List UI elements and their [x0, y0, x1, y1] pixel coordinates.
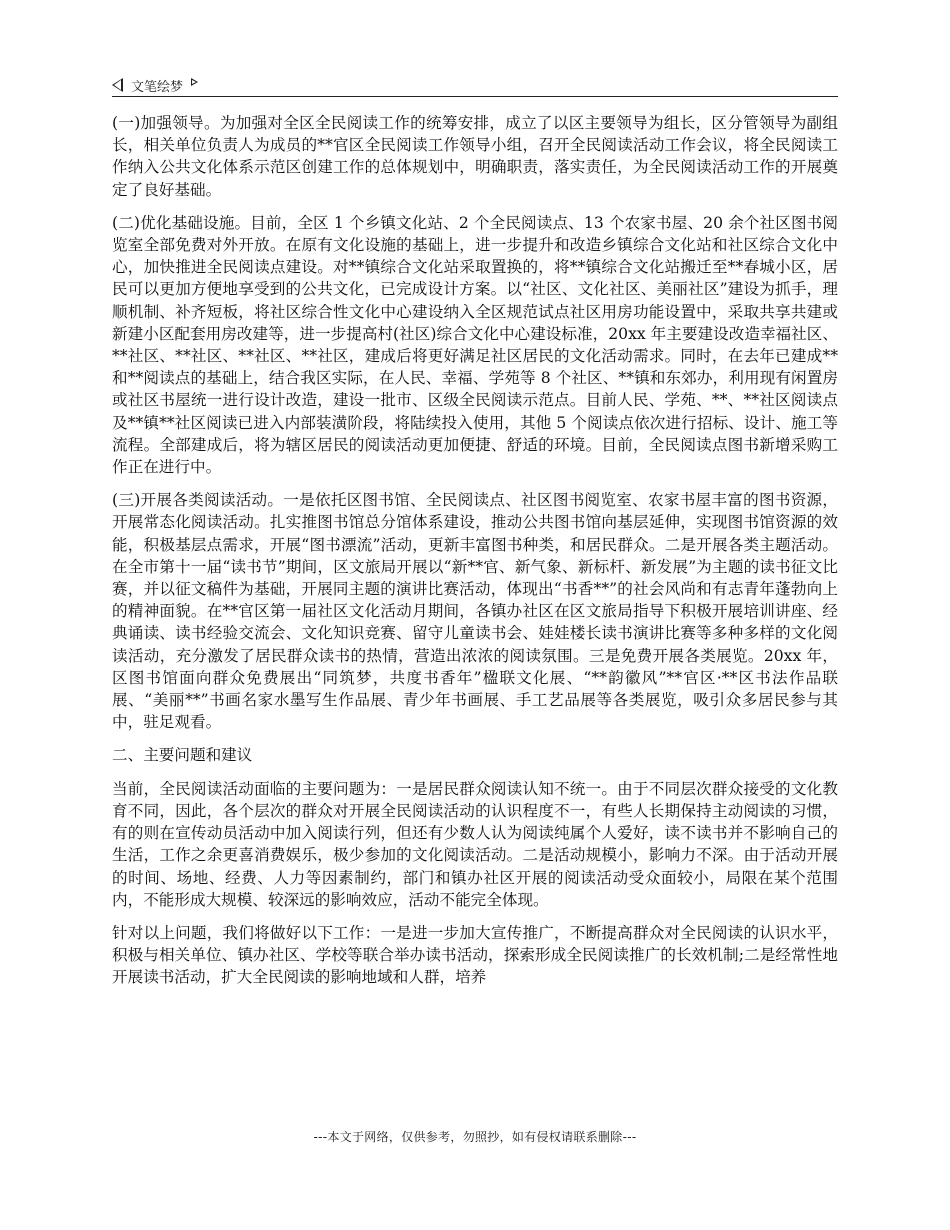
paragraph-infrastructure: (二)优化基础设施。目前，全区 1 个乡镇文化站、2 个全民阅读点、13 个农家书屋、20 余个社区图书阅览室全部免费对外开放。在原有文化设施的基础上，进一步提升和改造乡镇综合文化站和社区综合文化中心，加快推进全民阅读点建设。对**镇综合文化站采取置换的，将**镇综合文化站搬迁至**春城小区，居民可以更加方便地享受到的公共文化，已完成设计方案。以“社区、文化社区、美丽社区”建设为抓手，理顺机制、补齐短板，将社区综合性文化中心建设纳入全区规范试点社区用房功能设置中，采取共享共建或新建小区配套用房改建等，进一步提高村(社区)综合文化中心建设标准，20xx 年主要建设改造幸福社区、**社区、**社区、**社区、**社区，建成后将更好满足社区居民的文化活动需求。同时，在去年已建成**和**阅读点的基础上，结合我区实际，在人民、幸福、学苑等 8 个社区、**镇和东郊办，利用现有闲置房或社区书屋统一进行设计改造，建设一批市、区级全民阅读示范点。目前人民、学苑、**、**社区阅读点及**镇**社区阅读已进入内部装潢阶段，将陆续投入使用，其他 5 个阅读点依次进行招标、设计、施工等流程。全部建成后，将为辖区居民的阅读活动更加便捷、舒适的环境。目前，全民阅读点图书新增采购工作正在进行中。 [112, 213, 838, 477]
header-brand: 文笔绘梦 [131, 79, 184, 95]
page-header [112, 74, 838, 97]
paragraph-suggestions: 针对以上问题，我们将做好以下工作：一是进一步加大宣传推广，不断提高群众对全民阅读的认识水平，积极与相关单位、镇办社区、学校等联合举办读书活动，探索形成全民阅读推广的长效机制;二是经常性地开展读书活动，扩大全民阅读的影响地域和人群，培养 [112, 923, 838, 987]
paragraph-activities: (三)开展各类阅读活动。一是依托区图书馆、全民阅读点、社区图书阅览室、农家书屋丰富的图书资源，开展常态化阅读活动。扎实推图书馆总分馆体系建设，推动公共图书馆向基层延伸，实现图书馆资源的效能，积极基层点需求，开展“图书漂流”活动，更新丰富图书种类，和居民群众。二是开展各类主题活动。在全市第十一届“读书节”期间，区文旅局开展以“新**官、新气象、新标杆、新发展”为主题的读书征文比赛，并以征文稿件为基础，开展同主题的演讲比赛活动，体现出“书香**”的社会风尚和有志青年蓬勃向上的精神面貌。在**官区第一届社区文化活动月期间，各镇办社区在区文旅局指导下积极开展培训讲座、经典诵读、读书经验交流会、文化知识竞赛、留守儿童读书会、娃娃楼长读书演讲比赛等多种多样的文化阅读活动，充分激发了居民群众读书的热情，营造出浓浓的阅读氛围。三是免费开展各类展览。20xx 年，区图书馆面向群众免费展出“同筑梦，共度书香年”楹联文化展、“**韵徽风”**官区·**区书法作品联展、“美丽**”书画名家水墨写生作品展、青少年书画展、手工艺品展等各类展览，吸引众多居民参与其中，驻足观看。 [112, 491, 838, 732]
triangle-right-icon [191, 78, 198, 86]
section-heading: 二、主要问题和建议 [112, 746, 253, 765]
paragraph-problems: 当前，全民阅读活动面临的主要问题为：一是居民群众阅读认知不统一。由于不同层次群众接受的文化教育不同，因此，各个层次的群众对开展全民阅读活动的认识程度不一，有些人长期保持主动阅读的习惯，有的则在宣传动员活动中加入阅读行列，但还有少数人认为阅读纯属个人爱好，读不读书并不影响自己的生活，工作之余更喜消费娱乐，极少参加的文化阅读活动。二是活动规模小，影响力不深。由于活动开展的时间、场地、经费、人力等因素制约，部门和镇办社区开展的阅读活动受众面较小，局限在某个范围内，不能形成大规模、较深远的影响效应，活动不能完全体现。 [112, 779, 838, 909]
triangle-left-icon [112, 78, 123, 92]
paragraph-leadership: (一)加强领导。为加强对全区全民阅读工作的统筹安排，成立了以区主要领导为组长，区分管领导为副组长，相关单位负责人为成员的**官区全民阅读工作领导小组，召开全民阅读活动工作会议，将全民阅读工作纳入公共文化体系示范区创建工作的总体规划中，明确职责，落实责任，为全民阅读活动工作的开展奠定了良好基础。 [112, 114, 838, 199]
page-footer-notice: ---本文于网络，仅供参考，勿照抄，如有侵权请联系删除--- [313, 1130, 637, 1144]
document-body [112, 112, 838, 1000]
